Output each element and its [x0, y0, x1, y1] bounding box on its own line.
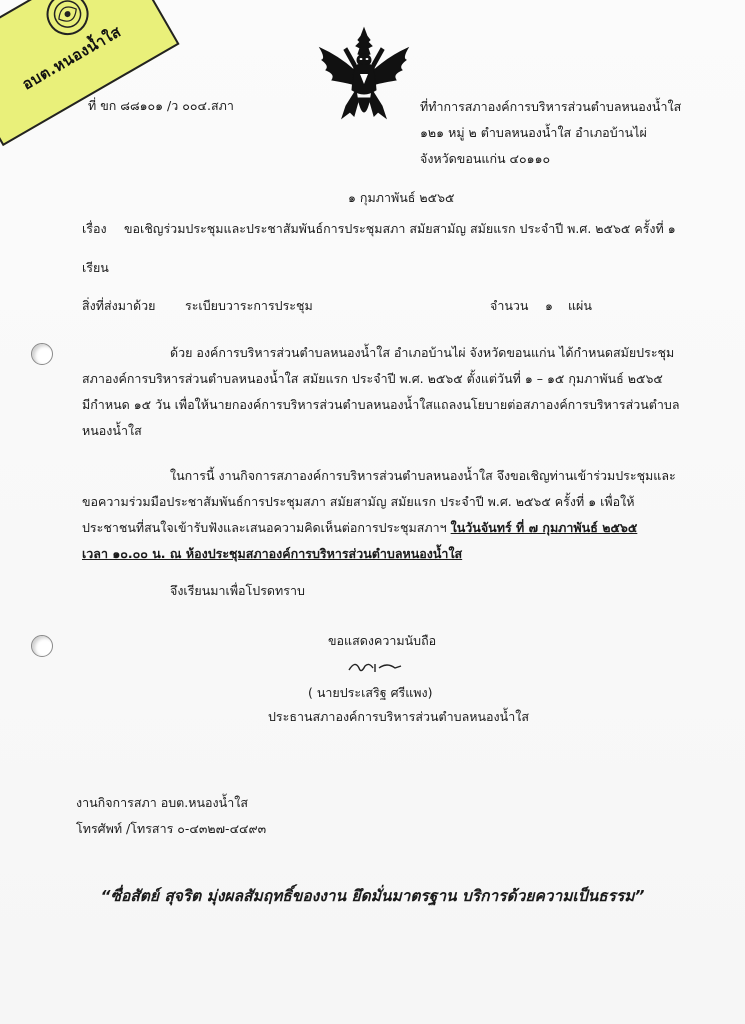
- footer-phone: โทรศัพท์ /โทรสาร ๐-๔๓๒๗-๔๔๙๓: [76, 821, 267, 836]
- punch-hole-bottom: [31, 635, 53, 657]
- punch-hole-top: [31, 343, 53, 365]
- closing-line: จึงเรียนมาเพื่อโปรดทราบ: [170, 583, 305, 598]
- organization-motto: “ซื่อสัตย์ สุจริต มุ่งผลสัมฤทธิ์ของงาน ยึดมั่นมาตรฐาน บริการด้วยความเป็นธรรม”: [100, 887, 645, 905]
- meeting-time-place: เวลา ๑๐.๐๐ น. ณ ห้องประชุมสภาองค์การบริหารส่วนตำบลหนองน้ำใส: [82, 546, 463, 561]
- subject-text: ขอเชิญร่วมประชุมและประชาสัมพันธ์การประชุมสภา สมัยสามัญ สมัยแรก ประจำปี พ.ศ. ๒๕๖๕ ครั้งที่ ๑: [124, 221, 676, 236]
- enclosure-unit: แผ่น: [568, 298, 592, 313]
- garuda-emblem-icon: [316, 26, 412, 128]
- corner-stamp: [0, 0, 174, 143]
- para2-line3: [82, 519, 637, 537]
- letter-date: ๑ กุมภาพันธ์ ๒๕๖๕: [348, 190, 455, 205]
- office-address-line1: ที่ทำการสภาองค์การบริหารส่วนตำบลหนองน้ำใส: [420, 99, 682, 114]
- reference-number: ที่ ขก ๘๘๑๐๑ /ว ๐๐๔.สภา: [88, 98, 234, 113]
- enclosure-qty: ๑: [545, 298, 553, 313]
- enclosure-qty-label: จำนวน: [490, 298, 529, 313]
- enclosure-item: ระเบียบวาระการประชุม: [185, 298, 313, 313]
- regards-line: ขอแสดงความนับถือ: [328, 633, 437, 648]
- enclosure-label: สิ่งที่ส่งมาด้วย: [82, 298, 156, 313]
- signatory-position: ประธานสภาองค์การบริหารส่วนตำบลหนองน้ำใส: [268, 709, 529, 724]
- stamp-text: อบต.หนองน้ำใส: [18, 22, 125, 94]
- para1-line3: มีกำหนด ๑๕ วัน เพื่อให้นายกองค์การบริหารส่วนตำบลหนองน้ำใสแถลงนโยบายต่อสภาองค์การบริหารส่วนตำบล: [82, 397, 680, 412]
- para1-line1: ด้วย องค์การบริหารส่วนตำบลหนองน้ำใส อำเภอบ้านไผ่ จังหวัดขอนแก่น ได้กำหนดสมัยประชุม: [170, 345, 675, 360]
- signature-icon: [345, 656, 405, 678]
- office-address-line2: ๑๒๑ หมู่ ๒ ตำบลหนองน้ำใส อำเภอบ้านไผ่: [420, 125, 647, 140]
- subject-label: เรื่อง: [82, 221, 107, 236]
- para2-line2: ขอความร่วมมือประชาสัมพันธ์การประชุมสภา สมัยสามัญ สมัยแรก ประจำปี พ.ศ. ๒๕๖๕ ครั้งที่ ๑ เพื่อให้: [82, 494, 635, 509]
- meeting-date-emphasis: ในวันจันทร์ ที่ ๗ กุมภาพันธ์ ๒๕๖๕: [450, 520, 638, 535]
- para1-line2: สภาองค์การบริหารส่วนตำบลหนองน้ำใส สมัยแรก ประจำปี พ.ศ. ๒๕๖๕ ตั้งแต่วันที่ ๑ – ๑๕ กุมภาพันธ์ ๒๕๖๕: [82, 371, 663, 386]
- office-address-line3: จังหวัดขอนแก่น ๔๐๑๑๐: [420, 151, 551, 166]
- recipient-label: เรียน: [82, 260, 109, 275]
- para2-line3-text: ประชาชนที่สนใจเข้ารับฟังและเสนอความคิดเห็นต่อการประชุมสภาฯ: [82, 520, 447, 535]
- footer-department: งานกิจการสภา อบต.หนองน้ำใส: [76, 795, 248, 810]
- para1-line4: หนองน้ำใส: [82, 423, 142, 438]
- signatory-name: ( นายประเสริฐ ศรีแพง): [308, 685, 433, 700]
- para2-line1: ในการนี้ งานกิจการสภาองค์การบริหารส่วนตำบลหนองน้ำใส จึงขอเชิญท่านเข้าร่วมประชุมและ: [170, 468, 676, 483]
